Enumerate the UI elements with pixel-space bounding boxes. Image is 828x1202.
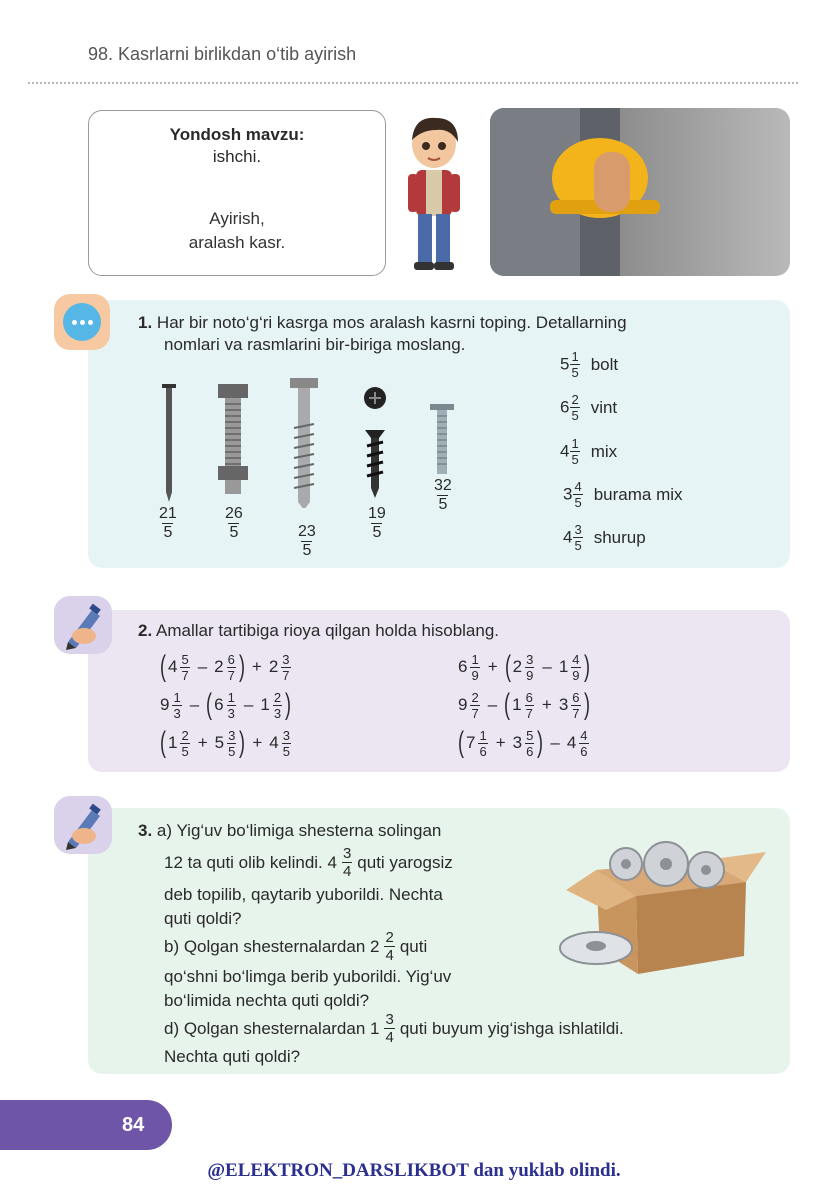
expression-3: ( 1 $\frac{2}{5}$ + 5 $\frac{3}{5}$ ) + 4 $\frac{3}{5}$ — [160, 726, 290, 759]
part-name-mix: mix — [590, 441, 618, 461]
improper-fraction-5: $\frac{32}{5}$ — [434, 477, 452, 513]
improper-fraction-4: $\frac{19}{5}$ — [368, 505, 386, 541]
task3-line1: 3. a) Yig‘uv bo‘limiga shesterna solingan — [138, 821, 442, 840]
pencil-hand-icon — [54, 596, 112, 654]
page-number: 84 — [122, 1114, 145, 1136]
expression-1: ( 4 $\frac{5}{7}$ – 2 $\frac{6}{7}$ ) + 2 $\frac{3}{7}$ — [160, 650, 290, 683]
black-screw-part — [364, 387, 386, 498]
improper-fraction-1: $\frac{21}{5}$ — [159, 505, 177, 541]
boy-illustration — [400, 112, 468, 274]
task1-text-line1 — [138, 314, 627, 331]
topic-line1: Ayirish, — [209, 209, 265, 228]
topic-line2: aralash kasr. — [188, 233, 286, 252]
task3-line4: quti qoldi? — [164, 909, 242, 928]
expression-4: 6 $\frac{1}{9}$ + ( 2 $\frac{3}{9}$ – 1 $\frac{4}{9}$ ) — [458, 650, 590, 683]
task1-line1: Har bir noto‘g‘ri kasrga mos aralash kasrni toping. Detallarning — [156, 313, 627, 332]
topic-box — [88, 110, 386, 276]
mixed-item-mix: 4 $\frac{1}{5}$ mix — [560, 436, 618, 467]
expression-6: ( 7 $\frac{1}{6}$ + 3 $\frac{5}{6}$ ) – 4 $\frac{4}{6}$ — [458, 726, 588, 759]
download-note: @ELEKTRON_DARSLIKBOT dan yuklab olindi. — [207, 1160, 621, 1181]
improper-fraction-3: $\frac{23}{5}$ — [298, 523, 316, 559]
task3-line2: 12 ta quti olib kelindi. 4 $\frac{3}{4}$ quti yarogsiz — [164, 845, 453, 880]
part-name-burama-mix: burama mix — [593, 484, 683, 504]
task2-instruction: 2. Amallar tartibiga rioya qilgan holda hisoblang. — [138, 621, 500, 640]
mixed-item-vint: 6 $\frac{2}{5}$ vint — [560, 392, 618, 423]
task3-line6: qo‘shni bo‘limga berib yuborildi. Yig‘uv — [164, 967, 452, 986]
mixed-item-shurup: 4 $\frac{3}{5}$ shurup — [563, 522, 646, 553]
page-title: 98. Kasrlarni birlikdan o‘tib ayirish — [88, 44, 357, 64]
pencil-hand-icon-2 — [54, 796, 112, 854]
task3-line9: Nechta quti qoldi? — [164, 1047, 301, 1066]
improper-fraction-2: $\frac{26}{5}$ — [225, 505, 243, 541]
dotted-divider — [28, 82, 798, 84]
task1-text-line2: nomlari va rasmlarini bir-biriga moslang. — [164, 335, 466, 354]
part-name-shurup: shurup — [593, 527, 646, 547]
worker-helmet-photo — [490, 108, 790, 276]
topic-subject: ishchi. — [212, 147, 262, 166]
topic-heading: Yondosh mavzu: — [169, 125, 305, 144]
gears-box-illustration — [556, 830, 772, 976]
machine-screw-part — [430, 404, 454, 474]
nail-part — [162, 384, 176, 502]
mixed-item-burama-mix: 3 $\frac{4}{5}$ burama mix — [563, 479, 683, 510]
part-name-bolt: bolt — [590, 354, 619, 374]
task3-line3: deb topilib, qaytarib yuborildi. Nechta — [164, 885, 443, 904]
task3-line5: b) Qolgan shesternalardan 2 $\frac{2}{4}$ quti — [164, 929, 428, 964]
part-name-vint: vint — [590, 397, 618, 417]
task1-number: 1. — [138, 313, 153, 332]
wood-screw-part — [290, 378, 318, 508]
task3-line8: d) Qolgan shesternalardan 1 $\frac{3}{4}$ quti buyum yig‘ishga ishlatildi. — [164, 1011, 624, 1046]
bolt-part — [218, 384, 248, 494]
chat-bubble-icon — [54, 294, 110, 350]
mixed-item-bolt: 5 $\frac{1}{5}$ bolt — [560, 349, 619, 380]
expression-5: 9 $\frac{2}{7}$ – ( 1 $\frac{6}{7}$ + 3 $\frac{6}{7}$ ) — [458, 688, 590, 721]
expression-2: 9 $\frac{1}{3}$ – ( 6 $\frac{1}{3}$ – 1 $\frac{2}{3}$ ) — [160, 688, 292, 721]
task3-line7: bo‘limida nechta quti qoldi? — [164, 991, 370, 1010]
page-number-tab — [0, 1100, 172, 1150]
parts-drawing — [148, 378, 468, 508]
